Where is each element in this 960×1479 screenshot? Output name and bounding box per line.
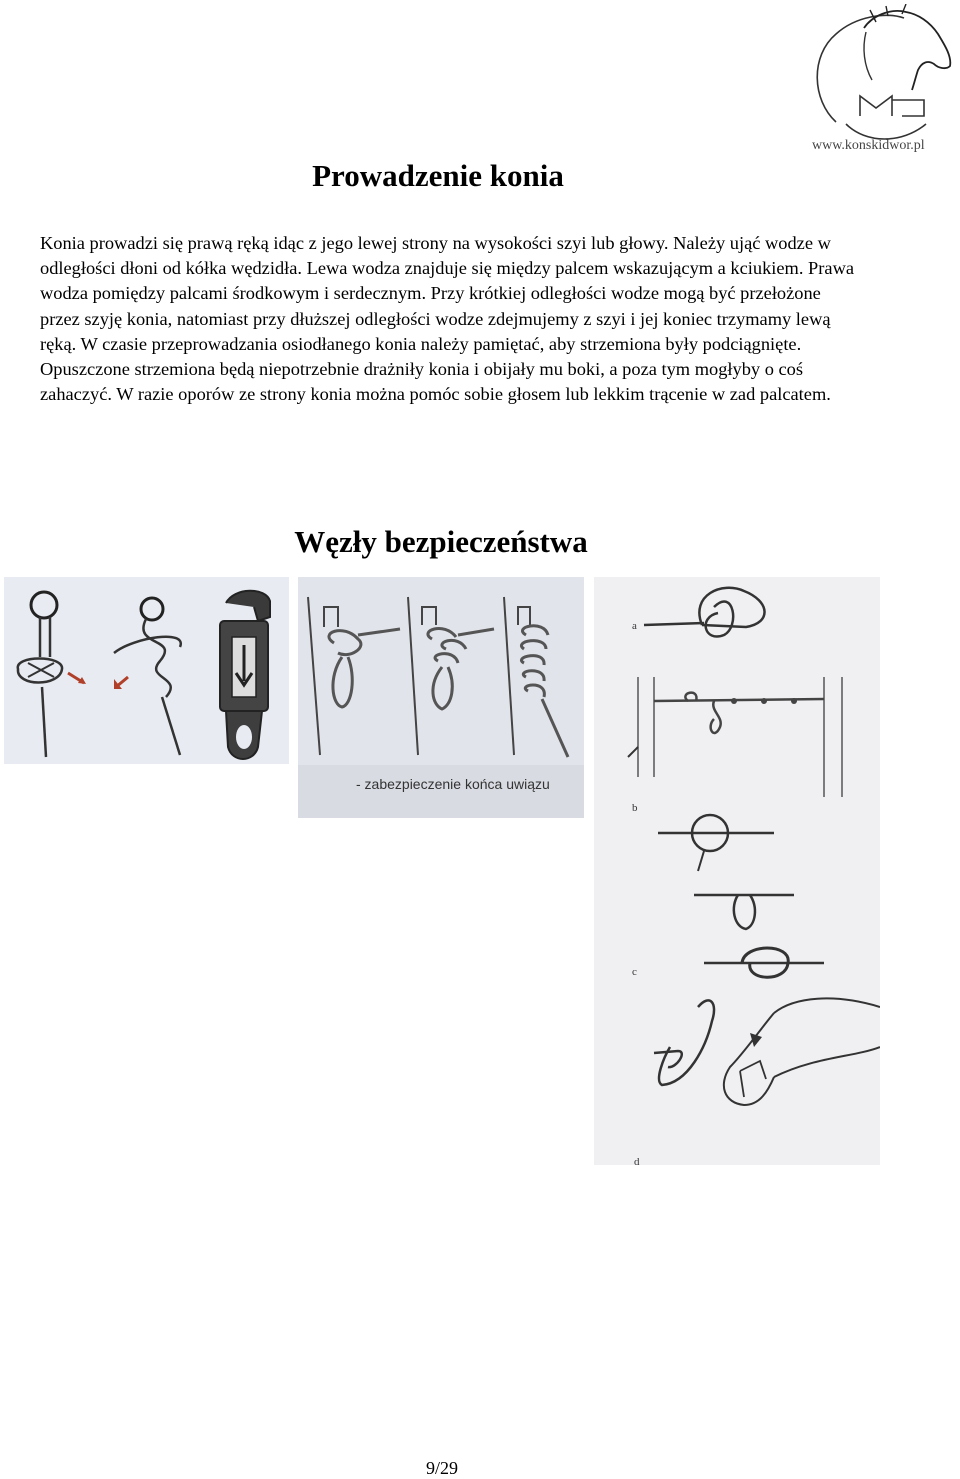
- section-title-safety-knots: Węzły bezpieczeństwa: [294, 524, 588, 559]
- diagram-label-b: b: [632, 802, 638, 814]
- knot-photo-ring-and-snap: [4, 577, 289, 764]
- diagram-label-d: d: [634, 1156, 640, 1165]
- body-paragraph: Konia prowadzi się prawą ręką idąc z jego lewej strony na wysokości szyi lub głowy. Należy ująć wodze w odległości dłoni od kółka wędzidła. Lewa wodza znajduje się między palcem wskazującym a kciukiem. Prawa wodza pomiędzy palcami środkowym i serdecznym. Przy krótkiej odległości wodze mogą być przełożone przez szyję konia, natomiast przy dłuższej odległości wodze zdejmujemy z szyi i jej koniec trzymamy lewą ręką. W czasie przeprowadzania osiodłanego konia należy pamiętać, aby strzemiona były podciągnięte. Opuszczone strzemiona będą niepotrzebnie drażniły konia i obijały mu boki, a poza tym mogłyby o coś zahaczyć. W razie oporów ze strony konia można pomóc sobie głosem lub lekkim trącenie w zad palcatem.: [40, 233, 855, 405]
- photo-caption: - zabezpieczenie końca uwiązu: [356, 776, 550, 792]
- site-url: www.konskidwor.pl: [812, 138, 925, 153]
- diagram-label-a: a: [632, 620, 637, 632]
- horse-head-g-logo-icon: [806, 4, 956, 160]
- knot-diagram-abcd: [594, 577, 880, 1165]
- section-title-leading-horse: Prowadzenie konia: [312, 158, 564, 193]
- page-number: 9/29: [425, 1458, 458, 1478]
- diagram-label-c: c: [632, 966, 637, 978]
